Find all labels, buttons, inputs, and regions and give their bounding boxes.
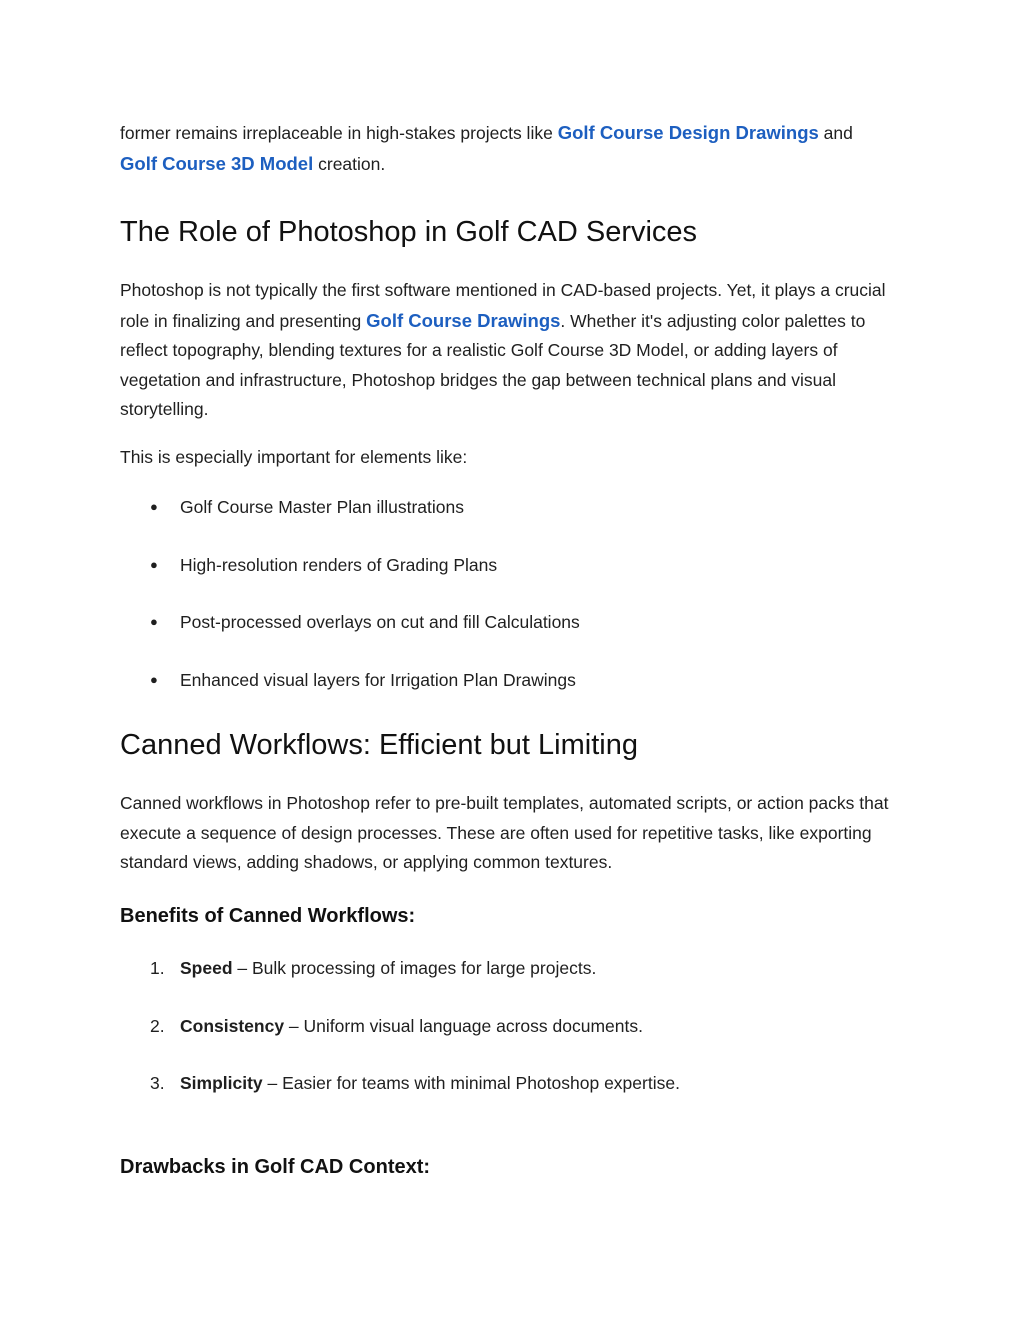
list-item bbox=[150, 609, 910, 635]
link-golf-course-drawings[interactable]: Golf Course Drawings bbox=[366, 309, 561, 331]
list-item bbox=[150, 552, 910, 578]
list-item-text: Golf Course Master Plan illustrations bbox=[180, 497, 464, 517]
list-item-text: Enhanced visual layers for Irrigation Plan Drawings bbox=[180, 670, 576, 690]
list-number: 3. bbox=[150, 1073, 165, 1093]
list-item bbox=[150, 667, 910, 693]
intro-text: and bbox=[818, 123, 853, 143]
list-item bbox=[150, 1070, 910, 1096]
list-item-text: – Easier for teams with minimal Photoshop expertise. bbox=[262, 1073, 680, 1093]
subheading-benefits: Benefits of Canned Workflows: bbox=[120, 905, 416, 927]
list-item-text: – Bulk processing of images for large projects. bbox=[232, 958, 597, 978]
list-item bbox=[150, 494, 910, 520]
bullet-icon: ● bbox=[150, 614, 158, 629]
list-item-text: High-resolution renders of Grading Plans bbox=[180, 555, 498, 575]
intro-text: creation. bbox=[313, 153, 386, 174]
list-number: 2. bbox=[150, 1016, 165, 1036]
section1-paragraph bbox=[120, 276, 910, 425]
subheading-drawbacks: Drawbacks in Golf CAD Context: bbox=[120, 1156, 431, 1178]
list-item-text: Post-processed overlays on cut and fill Calculations bbox=[180, 612, 580, 632]
list-number: 1. bbox=[150, 958, 165, 978]
link-golf-course-3d-model[interactable]: Golf Course 3D Model bbox=[120, 152, 314, 174]
section1-text: Photoshop is not typically the first software mentioned in CAD-based projects. Yet, it plays a crucial role in finalizing and presenting bbox=[120, 280, 886, 331]
section-heading-photoshop-role: The Role of Photoshop in Golf CAD Services bbox=[120, 216, 698, 248]
list-term: Speed bbox=[180, 958, 233, 978]
list-item-text: – Uniform visual language across documents. bbox=[284, 1016, 643, 1036]
link-golf-course-design-drawings[interactable]: Golf Course Design Drawings bbox=[557, 122, 819, 143]
intro-paragraph bbox=[120, 118, 910, 179]
list-term: Consistency bbox=[180, 1016, 285, 1036]
bullet-icon: ● bbox=[150, 499, 158, 514]
list-term: Simplicity bbox=[180, 1073, 263, 1093]
list-item bbox=[150, 955, 910, 981]
section-heading-canned-workflows: Canned Workflows: Efficient but Limiting bbox=[120, 729, 638, 761]
section2-paragraph: Canned workflows in Photoshop refer to pre-built templates, automated scripts, or action packs that execute a sequence of design processes. These are often used for repetitive tasks, like exporting standard views, adding shadows, or applying common textures. bbox=[120, 793, 889, 872]
bullet-icon: ● bbox=[150, 557, 158, 572]
bullet-icon: ● bbox=[150, 672, 158, 687]
section1-lead: This is especially important for elements like: bbox=[120, 447, 468, 467]
list-item bbox=[150, 1013, 910, 1039]
intro-text: former remains irreplaceable in high-stakes projects like bbox=[120, 123, 558, 143]
section1-text: . Whether it's adjusting color palettes to reflect topography, blending textures for a realistic Golf Course 3D Model, or adding layers of vegetation and infrastructure, Photoshop bridges the gap between technical plans and visual storytelling. bbox=[120, 310, 866, 419]
